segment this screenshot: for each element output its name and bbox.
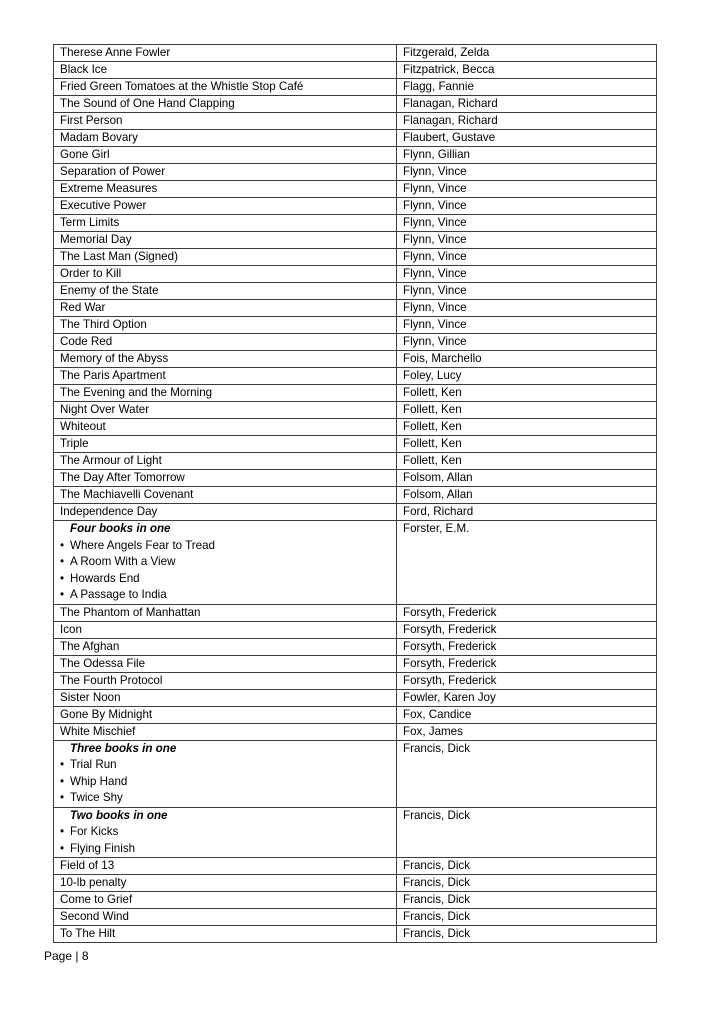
collection-item	[60, 790, 396, 807]
table-row	[54, 909, 657, 926]
table-row	[54, 113, 657, 130]
title-cell: The Third Option	[54, 317, 397, 334]
table-row	[54, 249, 657, 266]
page-separator: |	[75, 949, 79, 963]
collection-item	[60, 554, 396, 571]
bullet-icon: •	[60, 774, 65, 788]
author-cell: Follett, Ken	[397, 385, 657, 402]
bullet-icon: •	[60, 841, 65, 855]
title-cell: Second Wind	[54, 909, 397, 926]
author-cell: Francis, Dick	[397, 926, 657, 943]
table-row	[54, 130, 657, 147]
table-row	[54, 215, 657, 232]
table-row	[54, 283, 657, 300]
author-cell: Fois, Marchello	[397, 351, 657, 368]
title-cell: The Afghan	[54, 638, 397, 655]
author-cell: Flynn, Vince	[397, 164, 657, 181]
author-cell: Flanagan, Richard	[397, 96, 657, 113]
table-row	[54, 521, 657, 605]
collection-heading: Two books in one	[70, 808, 168, 822]
author-cell: Flynn, Vince	[397, 317, 657, 334]
table-row	[54, 689, 657, 706]
author-cell: Fowler, Karen Joy	[397, 689, 657, 706]
title-cell: The Last Man (Signed)	[54, 249, 397, 266]
collection-heading: Four books in one	[70, 522, 171, 535]
author-cell: Flynn, Vince	[397, 198, 657, 215]
page-number: 8	[81, 949, 89, 963]
author-cell: Fitzgerald, Zelda	[397, 45, 657, 62]
collection-item-title: Trial Run	[70, 758, 117, 771]
author-cell: Fitzpatrick, Becca	[397, 62, 657, 79]
author-cell: Flagg, Fannie	[397, 79, 657, 96]
author-cell: Follett, Ken	[397, 453, 657, 470]
table-row	[54, 740, 657, 807]
author-cell: Flynn, Vince	[397, 300, 657, 317]
author-cell: Francis, Dick	[397, 858, 657, 875]
table-row	[54, 453, 657, 470]
title-cell: The Armour of Light	[54, 453, 397, 470]
title-cell: Sister Noon	[54, 689, 397, 706]
title-cell: Order to Kill	[54, 266, 397, 283]
bullet-icon: •	[60, 555, 65, 568]
author-cell: Flynn, Vince	[397, 266, 657, 283]
title-cell: Extreme Measures	[54, 181, 397, 198]
collection-item	[60, 571, 396, 588]
author-cell: Foley, Lucy	[397, 368, 657, 385]
author-cell: Forsyth, Frederick	[397, 604, 657, 621]
author-cell: Francis, Dick	[397, 807, 657, 858]
author-cell: Flaubert, Gustave	[397, 130, 657, 147]
table-row	[54, 858, 657, 875]
author-cell: Flynn, Vince	[397, 215, 657, 232]
page-footer	[44, 949, 89, 963]
table-row	[54, 672, 657, 689]
collection-item-title: A Passage to India	[70, 588, 167, 601]
bullet-icon: •	[60, 538, 65, 552]
table-row	[54, 385, 657, 402]
title-cell: The Fourth Protocol	[54, 672, 397, 689]
title-cell: Gone By Midnight	[54, 706, 397, 723]
table-row	[54, 875, 657, 892]
author-cell: Francis, Dick	[397, 875, 657, 892]
title-cell: Executive Power	[54, 198, 397, 215]
author-cell: Francis, Dick	[397, 892, 657, 909]
bullet-icon: •	[60, 791, 65, 804]
collection-item-title: Howards End	[70, 571, 140, 585]
table-row	[54, 79, 657, 96]
collection-item	[60, 757, 396, 774]
title-cell: Memorial Day	[54, 232, 397, 249]
author-cell: Flynn, Gillian	[397, 147, 657, 164]
bullet-icon: •	[60, 588, 65, 601]
author-cell: Folsom, Allan	[397, 487, 657, 504]
table-row	[54, 470, 657, 487]
author-cell: Folsom, Allan	[397, 470, 657, 487]
collection-item-title: Where Angels Fear to Tread	[70, 538, 215, 552]
title-cell: Red War	[54, 300, 397, 317]
author-cell: Forster, E.M.	[397, 521, 657, 605]
title-cell: Field of 13	[54, 858, 397, 875]
table-row	[54, 45, 657, 62]
collection-item-title: Whip Hand	[70, 774, 128, 788]
author-cell: Follett, Ken	[397, 402, 657, 419]
title-cell: Night Over Water	[54, 402, 397, 419]
collection-item	[60, 587, 396, 604]
author-cell: Ford, Richard	[397, 504, 657, 521]
book-list-table	[53, 44, 657, 943]
table-row	[54, 621, 657, 638]
table-row	[54, 892, 657, 909]
title-cell: The Paris Apartment	[54, 368, 397, 385]
collection-item-title: A Room With a View	[70, 555, 176, 568]
author-cell: Flynn, Vince	[397, 283, 657, 300]
bullet-icon: •	[60, 571, 65, 585]
title-cell: White Mischief	[54, 723, 397, 740]
title-cell: The Odessa File	[54, 655, 397, 672]
title-cell: Term Limits	[54, 215, 397, 232]
author-cell: Follett, Ken	[397, 419, 657, 436]
table-row	[54, 638, 657, 655]
title-cell: The Day After Tomorrow	[54, 470, 397, 487]
title-cell: Separation of Power	[54, 164, 397, 181]
author-cell: Fox, James	[397, 723, 657, 740]
table-row	[54, 655, 657, 672]
author-cell: Fox, Candice	[397, 706, 657, 723]
collection-item-title: Flying Finish	[70, 841, 136, 855]
author-cell: Francis, Dick	[397, 909, 657, 926]
page-label: Page	[44, 949, 73, 963]
author-cell: Forsyth, Frederick	[397, 621, 657, 638]
table-row	[54, 402, 657, 419]
table-row	[54, 368, 657, 385]
author-cell: Flynn, Vince	[397, 181, 657, 198]
table-row	[54, 436, 657, 453]
title-cell: 10-lb penalty	[54, 875, 397, 892]
title-cell: Triple	[54, 436, 397, 453]
title-cell: Therese Anne Fowler	[54, 45, 397, 62]
table-row	[54, 164, 657, 181]
title-cell: Memory of the Abyss	[54, 351, 397, 368]
table-row	[54, 266, 657, 283]
title-cell: Icon	[54, 621, 397, 638]
title-cell	[54, 521, 397, 605]
table-row	[54, 926, 657, 943]
table-row	[54, 181, 657, 198]
title-cell	[54, 740, 397, 807]
table-row	[54, 334, 657, 351]
table-row	[54, 147, 657, 164]
author-cell: Follett, Ken	[397, 436, 657, 453]
title-cell: The Evening and the Morning	[54, 385, 397, 402]
table-row	[54, 96, 657, 113]
author-cell: Francis, Dick	[397, 740, 657, 807]
bullet-icon: •	[60, 758, 65, 771]
title-cell: Madam Bovary	[54, 130, 397, 147]
collection-item	[60, 824, 396, 841]
author-cell: Flynn, Vince	[397, 249, 657, 266]
title-cell: To The Hilt	[54, 926, 397, 943]
collection-item-title: For Kicks	[70, 825, 119, 838]
title-cell	[54, 807, 397, 858]
table-row	[54, 504, 657, 521]
author-cell: Forsyth, Frederick	[397, 655, 657, 672]
title-cell: Code Red	[54, 334, 397, 351]
title-cell: Whiteout	[54, 419, 397, 436]
collection-item	[60, 774, 396, 791]
table-row	[54, 807, 657, 858]
author-cell: Flynn, Vince	[397, 232, 657, 249]
title-cell: The Phantom of Manhattan	[54, 604, 397, 621]
title-cell: Fried Green Tomatoes at the Whistle Stop Café	[54, 79, 397, 96]
table-row	[54, 604, 657, 621]
table-row	[54, 351, 657, 368]
table-row	[54, 419, 657, 436]
title-cell: Gone Girl	[54, 147, 397, 164]
table-row	[54, 706, 657, 723]
author-cell: Forsyth, Frederick	[397, 638, 657, 655]
title-cell: Black Ice	[54, 62, 397, 79]
table-row	[54, 232, 657, 249]
table-row	[54, 62, 657, 79]
title-cell: First Person	[54, 113, 397, 130]
author-cell: Flynn, Vince	[397, 334, 657, 351]
title-cell: Come to Grief	[54, 892, 397, 909]
title-cell: Enemy of the State	[54, 283, 397, 300]
title-cell: Independence Day	[54, 504, 397, 521]
author-cell: Forsyth, Frederick	[397, 672, 657, 689]
table-row	[54, 723, 657, 740]
table-row	[54, 487, 657, 504]
table-row	[54, 300, 657, 317]
collection-item	[60, 538, 396, 555]
book-list-body	[54, 45, 657, 943]
bullet-icon: •	[60, 825, 65, 838]
collection-item	[60, 841, 396, 858]
collection-item-title: Twice Shy	[70, 791, 123, 804]
title-cell: The Sound of One Hand Clapping	[54, 96, 397, 113]
collection-heading: Three books in one	[70, 741, 177, 755]
table-row	[54, 317, 657, 334]
table-row	[54, 198, 657, 215]
author-cell: Flanagan, Richard	[397, 113, 657, 130]
title-cell: The Machiavelli Covenant	[54, 487, 397, 504]
